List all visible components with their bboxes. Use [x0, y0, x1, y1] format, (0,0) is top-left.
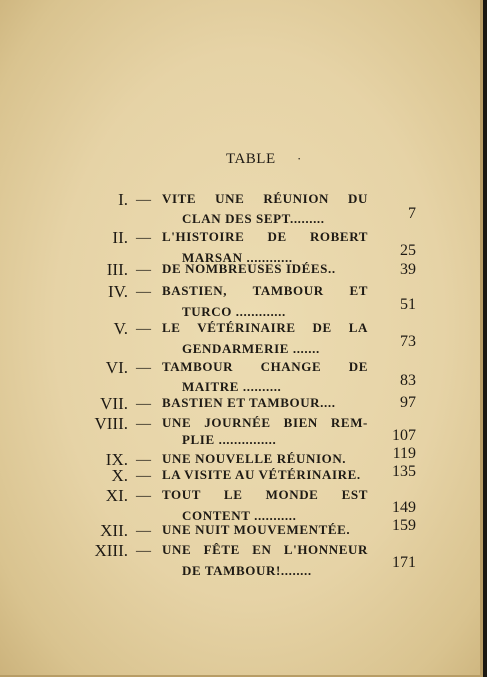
- chapter-page-number: 39: [400, 261, 416, 278]
- chapter-title-line: BASTIEN, TAMBOUR ET: [162, 283, 368, 298]
- chapter-page-number: 171: [392, 554, 416, 571]
- chapter-dash: —: [136, 360, 151, 376]
- chapter-number: X.: [111, 466, 128, 485]
- chapter-page-number: 73: [400, 333, 416, 350]
- chapter-title-line: TAMBOUR CHANGE DE: [162, 359, 368, 374]
- page-title: TABLE: [226, 151, 276, 167]
- chapter-dash: —: [136, 321, 151, 337]
- chapter-number: IV.: [108, 282, 128, 301]
- chapter-number: V.: [113, 319, 128, 338]
- chapter-dash: —: [136, 452, 151, 468]
- chapter-title-line: UNE NOUVELLE RÉUNION.: [162, 451, 347, 466]
- chapter-page-number: 51: [400, 296, 416, 313]
- chapter-title-line: TOUT LE MONDE EST: [162, 487, 368, 502]
- chapter-page-number: 149: [392, 499, 416, 516]
- chapter-title-line: LE VÉTÉRINAIRE DE LA: [162, 320, 368, 335]
- chapter-dash: —: [136, 192, 151, 208]
- chapter-page-number: 159: [392, 517, 416, 534]
- chapter-dash: —: [136, 416, 151, 432]
- chapter-number: VII.: [100, 394, 128, 413]
- chapter-dash: —: [136, 396, 151, 412]
- chapter-page-number: 97: [400, 394, 416, 411]
- chapter-dash: —: [136, 543, 151, 559]
- chapter-title-line: CONTENT ...........: [182, 508, 297, 523]
- chapter-title-line: MAITRE ..........: [182, 379, 282, 394]
- chapter-number: XIII.: [94, 541, 128, 560]
- chapter-title-line: MARSAN ............: [182, 250, 293, 265]
- chapter-page-number: 119: [392, 445, 416, 462]
- chapter-title-line: L'HISTOIRE DE ROBERT: [162, 229, 368, 244]
- chapter-number: VIII.: [94, 414, 128, 433]
- chapter-title-line: DE TAMBOUR!........: [182, 563, 312, 578]
- chapter-number: IX.: [105, 450, 128, 469]
- chapter-page-number: 135: [392, 463, 416, 480]
- chapter-page-number: 83: [400, 372, 416, 389]
- chapter-number: XI.: [105, 486, 128, 505]
- chapter-title-line: TURCO .............: [182, 304, 286, 319]
- chapter-dash: —: [136, 230, 151, 246]
- chapter-number: I.: [118, 190, 128, 209]
- chapter-title-line: UNE JOURNÉE BIEN REM-: [162, 415, 368, 430]
- chapter-title-line: GENDARMERIE .......: [182, 341, 320, 356]
- chapter-number: II.: [112, 228, 128, 247]
- chapter-title-line: LA VISITE AU VÉTÉRINAIRE.: [162, 467, 361, 482]
- chapter-page-number: 25: [400, 242, 416, 259]
- chapter-title-line: BASTIEN ET TAMBOUR....: [162, 395, 336, 410]
- chapter-number: III.: [106, 260, 128, 279]
- chapter-dash: —: [136, 488, 151, 504]
- chapter-title-line: PLIE ...............: [182, 432, 277, 447]
- chapter-dash: —: [136, 262, 151, 278]
- chapter-title-line: VITE UNE RÉUNION DU: [162, 191, 368, 206]
- chapter-page-number: 7: [408, 205, 416, 222]
- chapter-number: XII.: [100, 521, 128, 540]
- title-dot-mark: ·: [297, 151, 302, 166]
- chapter-dash: —: [136, 468, 151, 484]
- chapter-number: VI.: [105, 358, 128, 377]
- chapter-page-number: 107: [392, 427, 416, 444]
- chapter-dash: —: [136, 523, 151, 539]
- chapter-title-line: CLAN DES SEPT.........: [182, 211, 325, 226]
- chapter-dash: —: [136, 284, 151, 300]
- chapter-title-line: DE NOMBREUSES IDÉES..: [162, 261, 336, 276]
- chapter-title-line: UNE NUIT MOUVEMENTÉE.: [162, 522, 351, 537]
- chapter-title-line: UNE FÊTE EN L'HONNEUR: [162, 542, 368, 557]
